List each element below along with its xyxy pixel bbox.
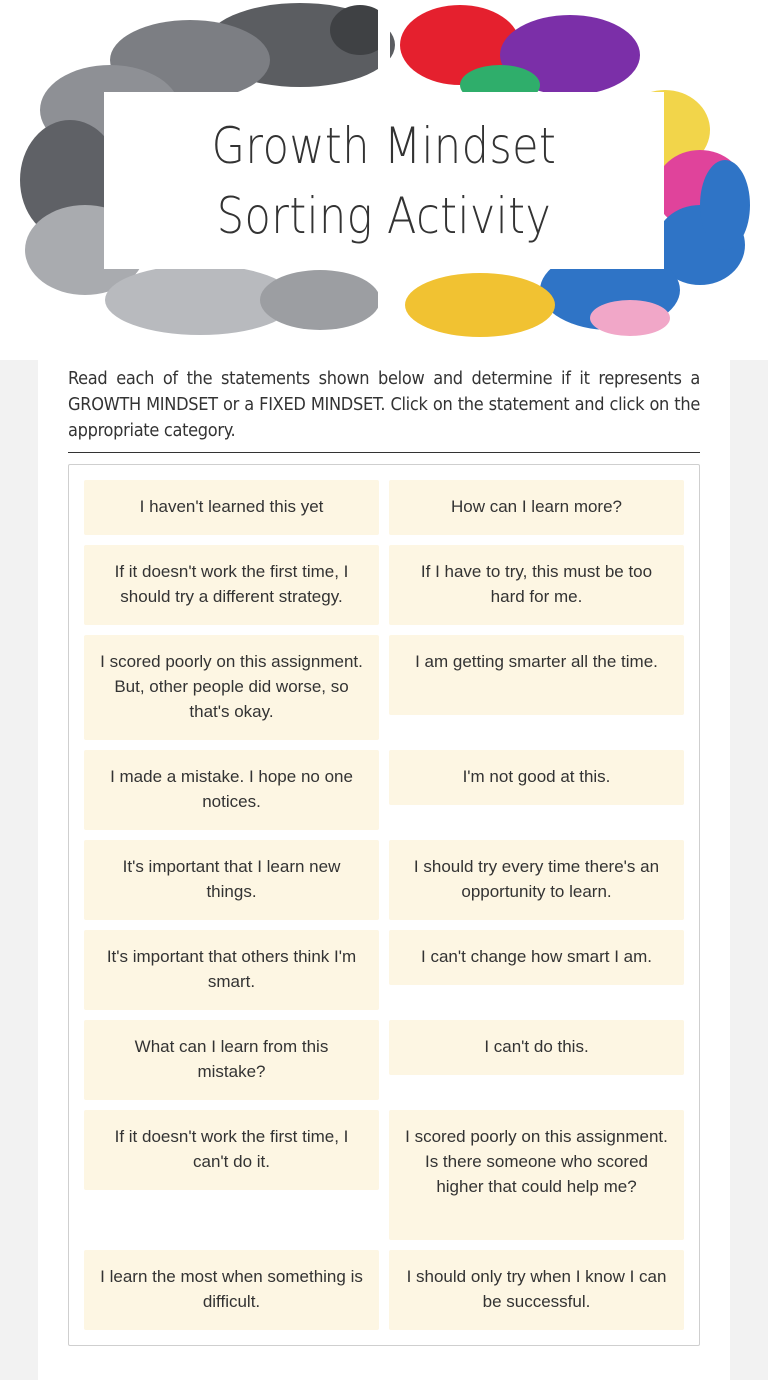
activity-panel bbox=[38, 360, 730, 1380]
statement-card[interactable]: It's important that I learn new things. bbox=[84, 840, 379, 920]
statement-card[interactable]: I made a mistake. I hope no one notices. bbox=[84, 750, 379, 830]
instructions-text: Read each of the statements shown below and determine if it represents a GROWTH MINDSET or a FIXED MINDSET. Click on the statement and click on the appropriate category. bbox=[68, 368, 700, 441]
statement-card[interactable]: What can I learn from this mistake? bbox=[84, 1020, 379, 1100]
statement-card[interactable]: I can't change how smart I am. bbox=[389, 930, 684, 985]
statement-card[interactable]: I learn the most when something is difficult. bbox=[84, 1250, 379, 1330]
page-title: Growth Mindset Sorting Activity bbox=[211, 116, 557, 245]
statement-card[interactable]: I haven't learned this yet bbox=[84, 480, 379, 535]
statement-card[interactable]: I scored poorly on this assignment. But, other people did worse, so that's okay. bbox=[84, 635, 379, 740]
statement-card[interactable]: I am getting smarter all the time. bbox=[389, 635, 684, 715]
statement-card[interactable]: How can I learn more? bbox=[389, 480, 684, 535]
statement-card[interactable]: I'm not good at this. bbox=[389, 750, 684, 805]
header-banner bbox=[0, 0, 768, 360]
divider bbox=[68, 452, 700, 453]
statement-card[interactable]: If it doesn't work the first time, I can't do it. bbox=[84, 1110, 379, 1190]
statement-card[interactable]: I should only try when I know I can be successful. bbox=[389, 1250, 684, 1330]
title-box bbox=[104, 92, 664, 269]
statement-card[interactable]: If I have to try, this must be too hard for me. bbox=[389, 545, 684, 625]
statement-card[interactable]: I scored poorly on this assignment. Is there someone who scored higher that could help me? bbox=[389, 1110, 684, 1240]
statements-container bbox=[68, 464, 700, 1346]
statement-card[interactable]: It's important that others think I'm smart. bbox=[84, 930, 379, 1010]
statement-card[interactable]: I can't do this. bbox=[389, 1020, 684, 1075]
statement-card[interactable]: If it doesn't work the first time, I should try a different strategy. bbox=[84, 545, 379, 625]
statement-card[interactable]: I should try every time there's an opportunity to learn. bbox=[389, 840, 684, 920]
